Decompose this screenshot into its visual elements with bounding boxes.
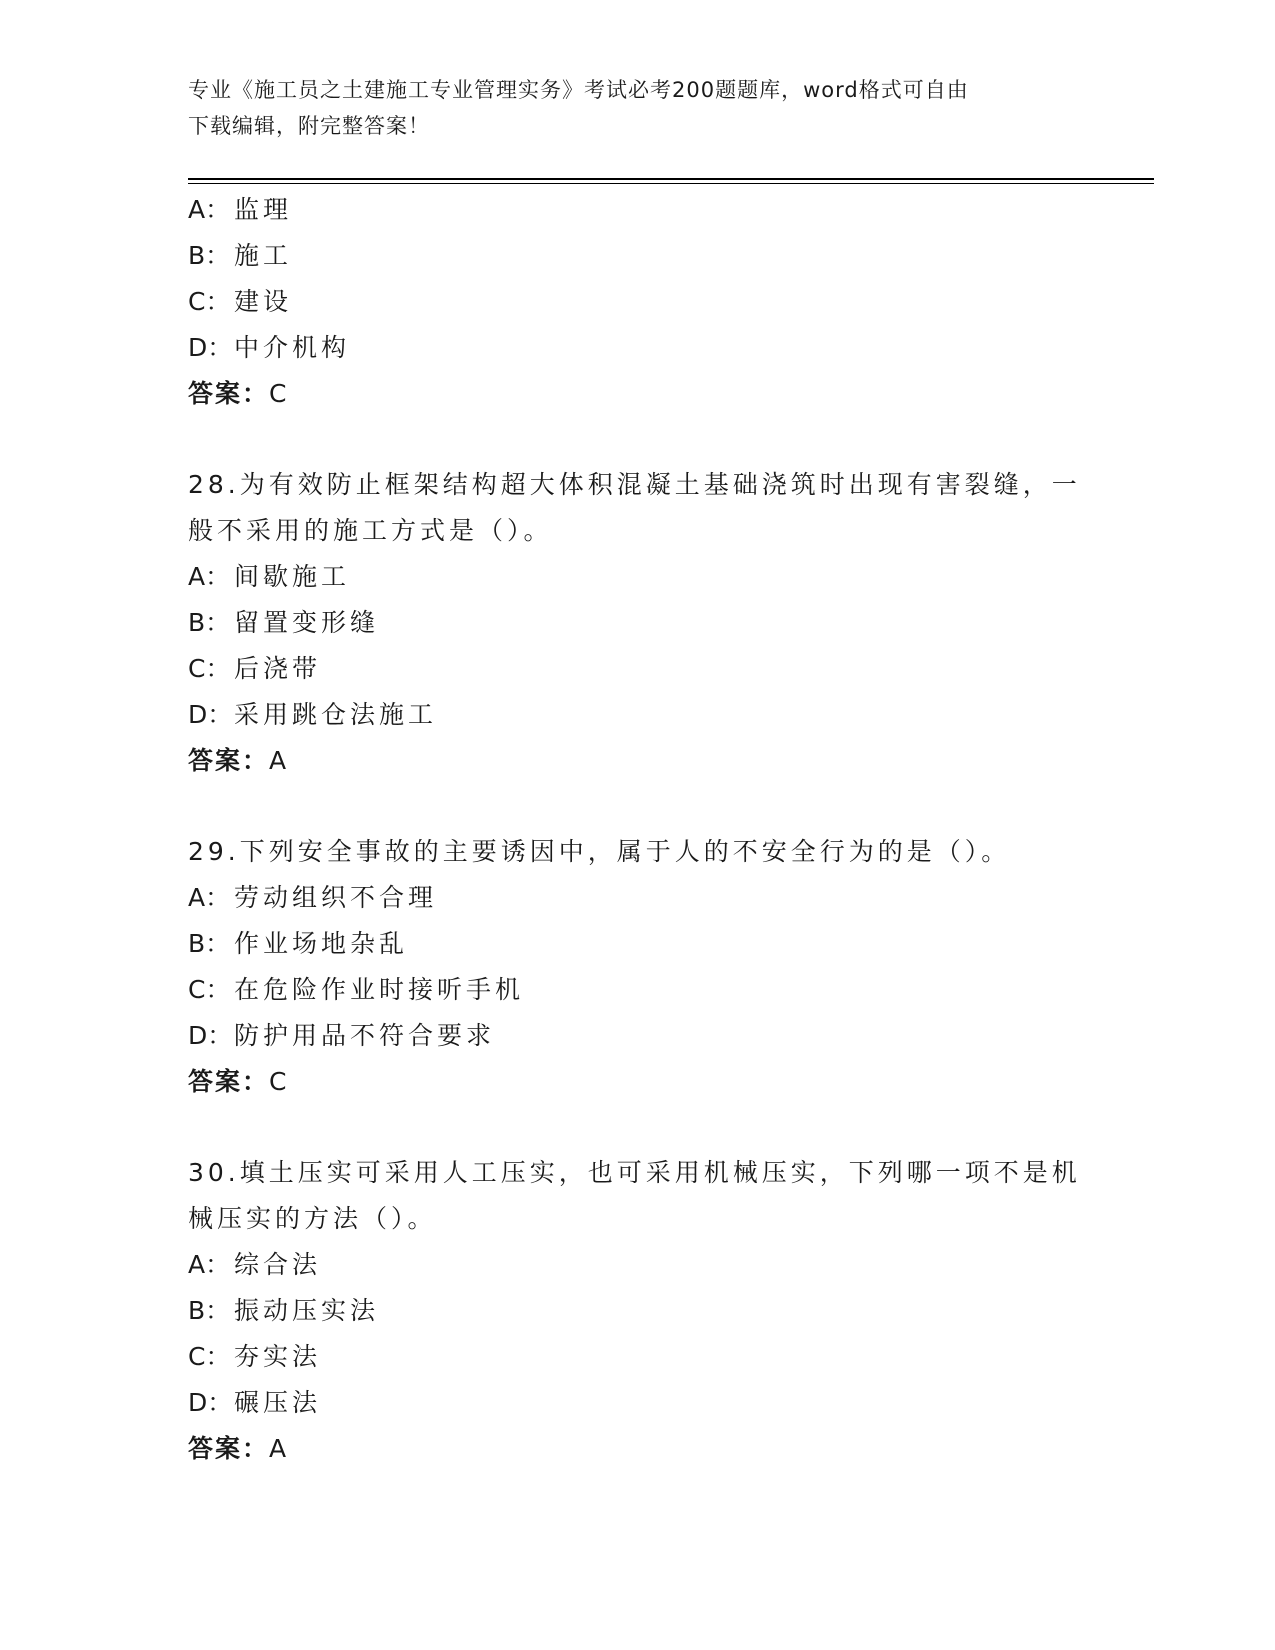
question-text-line-1: 28.为有效防止框架结构超大体积混凝土基础浇筑时出现有害裂缝，一	[188, 470, 1081, 499]
option-a	[188, 187, 1118, 233]
option-text: 留置变形缝	[234, 608, 380, 637]
option-letter: C：	[188, 1342, 231, 1371]
question-28	[188, 462, 1118, 784]
option-letter: D：	[188, 1021, 233, 1050]
option-text: 综合法	[234, 1250, 322, 1279]
option-c	[188, 967, 1118, 1013]
option-d	[188, 325, 1118, 371]
option-b	[188, 921, 1118, 967]
question-list	[188, 187, 1118, 1472]
option-text: 劳动组织不合理	[234, 883, 438, 912]
question-29	[188, 829, 1118, 1105]
option-letter: A：	[188, 883, 231, 912]
answer-label: 答案：	[188, 1067, 270, 1096]
option-b	[188, 600, 1118, 646]
document-header	[188, 72, 1088, 144]
option-b	[188, 1288, 1118, 1334]
option-d	[188, 1013, 1118, 1059]
option-a	[188, 554, 1118, 600]
option-letter: A：	[188, 1250, 231, 1279]
answer-label: 答案：	[188, 746, 270, 775]
option-letter: B：	[188, 241, 231, 270]
answer-label: 答案：	[188, 1434, 270, 1463]
option-letter: C：	[188, 975, 231, 1004]
option-letter: D：	[188, 333, 233, 362]
option-letter: D：	[188, 1388, 233, 1417]
option-letter: D：	[188, 700, 233, 729]
question-text-line-1: 30.填土压实可采用人工压实，也可采用机械压实，下列哪一项不是机	[188, 1158, 1081, 1187]
option-text: 作业场地杂乱	[234, 929, 409, 958]
answer-line	[188, 371, 1118, 417]
option-letter: B：	[188, 1296, 231, 1325]
answer-value: A	[269, 746, 287, 775]
option-letter: A：	[188, 562, 231, 591]
option-text: 间歇施工	[234, 562, 351, 591]
option-text: 在危险作业时接听手机	[234, 975, 525, 1004]
option-d	[188, 1380, 1118, 1426]
question-27	[188, 187, 1118, 417]
answer-value: C	[269, 1067, 287, 1096]
option-c	[188, 646, 1118, 692]
answer-value: C	[269, 379, 287, 408]
option-text: 建设	[234, 287, 293, 316]
header-line-2: 下载编辑，附完整答案！	[188, 114, 430, 138]
option-text: 后浇带	[234, 654, 322, 683]
option-letter: C：	[188, 654, 231, 683]
option-d	[188, 692, 1118, 738]
option-a	[188, 1242, 1118, 1288]
option-text: 振动压实法	[234, 1296, 380, 1325]
answer-line	[188, 738, 1118, 784]
header-line-1: 专业《施工员之土建施工专业管理实务》考试必考200题题库，word格式可自由	[188, 78, 969, 102]
option-c	[188, 1334, 1118, 1380]
option-letter: B：	[188, 929, 231, 958]
answer-line	[188, 1059, 1118, 1105]
option-text: 施工	[234, 241, 293, 270]
question-text-line-2: 般不采用的施工方式是（）。	[188, 516, 553, 545]
option-letter: C：	[188, 287, 231, 316]
answer-line	[188, 1426, 1118, 1472]
question-text-line-2: 械压实的方法（）。	[188, 1204, 437, 1233]
option-b	[188, 233, 1118, 279]
option-text: 夯实法	[234, 1342, 322, 1371]
answer-value: A	[269, 1434, 287, 1463]
option-letter: A：	[188, 195, 231, 224]
option-c	[188, 279, 1118, 325]
answer-label: 答案：	[188, 379, 270, 408]
option-text: 防护用品不符合要求	[234, 1021, 496, 1050]
option-a	[188, 875, 1118, 921]
option-text: 监理	[234, 195, 293, 224]
option-letter: B：	[188, 608, 231, 637]
option-text: 采用跳仓法施工	[234, 700, 438, 729]
header-divider	[188, 178, 1154, 184]
question-text-line-1: 29.下列安全事故的主要诱因中，属于人的不安全行为的是（）。	[188, 837, 1011, 866]
option-text: 中介机构	[234, 333, 351, 362]
question-30	[188, 1150, 1118, 1472]
option-text: 碾压法	[234, 1388, 322, 1417]
